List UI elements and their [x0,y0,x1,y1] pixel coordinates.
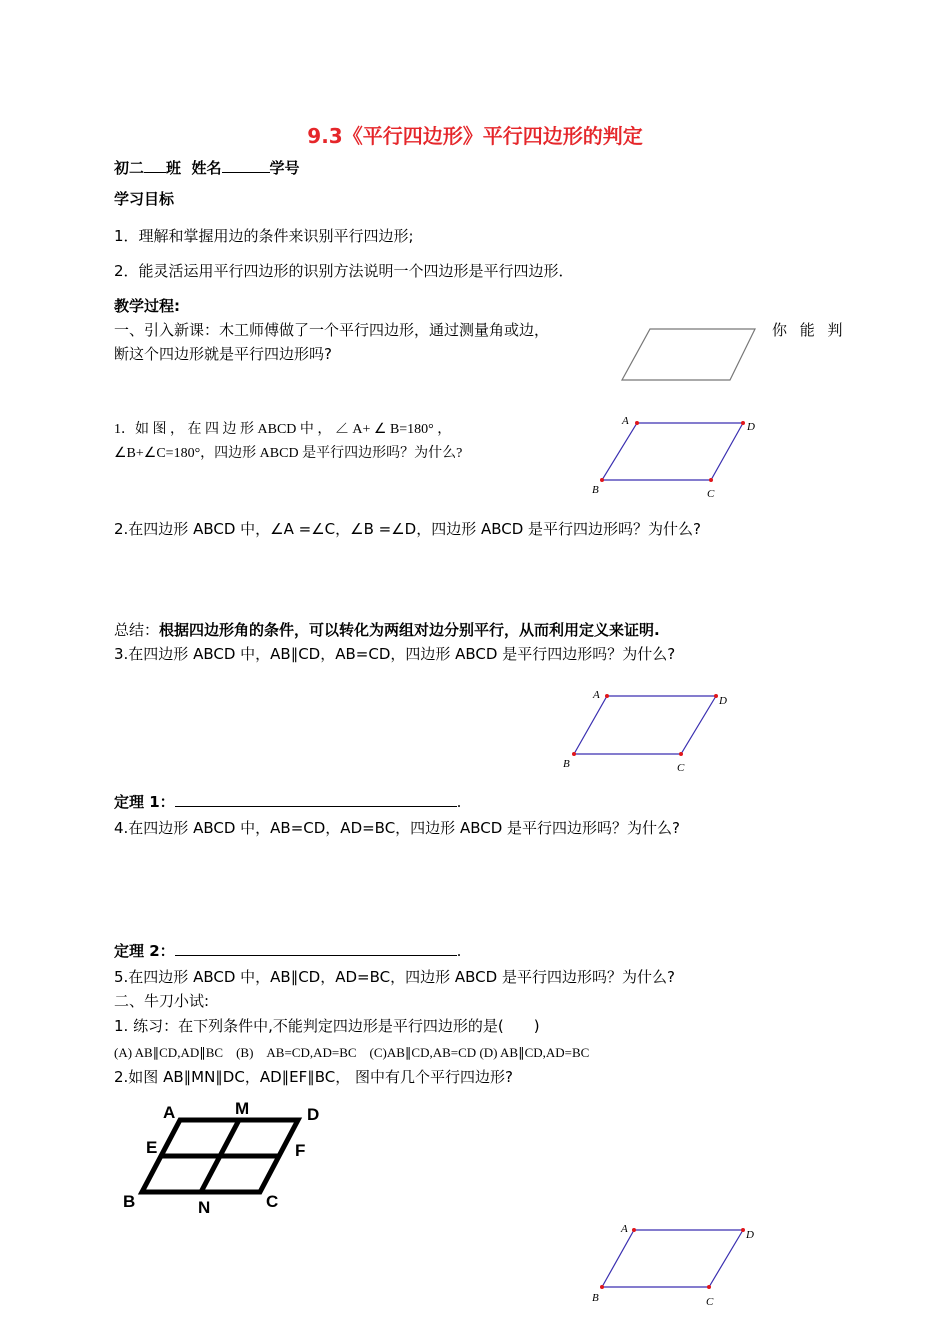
exercise-1-options: (A) AB∥CD,AD∥BC (B) AB=CD,AD=BC (C)AB∥CD,AB=CD (D) AB∥CD,AD=BC [114,1045,590,1060]
point-d [741,1228,745,1232]
summary-text: 根据四边形角的条件，可以转化为两组对边分别平行，从而利用定义来证明. [159,621,660,639]
label-n: N [198,1198,211,1217]
label-c: C [266,1192,279,1211]
theorem-1-label: 定理 1： [114,793,175,811]
theorem-1-period: . [456,793,462,811]
point-a [632,1228,636,1232]
point-b [600,1285,604,1289]
class-label: 班 [166,159,182,177]
label-c: C [707,488,715,500]
label-m: M [235,1099,250,1118]
label-c: C [677,762,685,774]
label-b: B [592,1292,599,1304]
question-1-line-a: 1．如 图 ， 在 四 边 形 ABCD 中 ， ∠ A+ ∠ B=180° ， [114,422,452,437]
point-c [707,1285,711,1289]
label-d: D [746,1229,754,1241]
label-d: D [307,1105,320,1124]
label-b: B [123,1192,136,1211]
label-a: A [163,1103,176,1122]
parallelogram-abcd-3 [602,1230,743,1287]
question-3: 3.在四边形 ABCD 中，AB∥CD，AB=CD，四边形 ABCD 是平行四边形吗？为什么? [114,645,676,663]
process-heading: 教学过程: [114,297,180,315]
label-b: B [592,484,599,496]
label-a: A [622,415,629,427]
intro-text-c: 断这个四边形就是平行四边形吗? [114,345,332,363]
practice-heading: 二、牛刀小试: [114,992,210,1010]
number-label: 学号 [269,159,300,177]
question-4: 4.在四边形 ABCD 中，AB=CD，AD=BC，四边形 ABCD 是平行四边形吗？为什么? [114,819,680,837]
label-f: F [295,1141,306,1160]
intro-text-b: 你 能 判 [772,321,847,339]
summary-label: 总结： [114,621,160,639]
label-a: A [593,689,600,701]
name-label: 姓名 [191,159,222,177]
question-1-line-b: ∠B+∠C=180°，四边形 ABCD 是平行四边形吗？为什么? [114,446,463,461]
question-5: 5.在四边形 ABCD 中，AB∥CD，AD=BC，四边形 ABCD 是平行四边形吗？为什么? [114,968,675,986]
label-d: D [747,421,755,433]
goal-item-2: 2．能灵活运用平行四边形的识别方法说明一个四边形是平行四边形． [114,262,574,280]
label-d: D [719,695,727,707]
label-a: A [621,1223,628,1235]
label-e: E [146,1138,158,1157]
goal-item-1: 1．理解和掌握用边的条件来识别平行四边形; [114,227,414,245]
theorem-2-period: . [456,942,462,960]
exercise-1: 1. 练习：在下列条件中,不能判定四边形是平行四边形的是( ) [114,1017,540,1035]
question-2: 2.在四边形 ABCD 中，∠A =∠C，∠B =∠D，四边形 ABCD 是平行四边形吗？为什么? [114,520,702,538]
theorem-2-label: 定理 2： [114,942,175,960]
label-c: C [706,1296,714,1308]
intro-text-a: 一、引入新课：木工师傅做了一个平行四边形，通过测量角或边， [114,321,550,339]
goals-heading: 学习目标 [114,190,175,208]
grade-label: 初二 [114,159,145,177]
label-b: B [563,758,570,770]
exercise-2: 2.如图 AB∥MN∥DC，AD∥EF∥BC， 图中有几个平行四边形? [114,1068,513,1086]
page-title: 9.3《平行四边形》平行四边形的判定 [307,124,643,148]
